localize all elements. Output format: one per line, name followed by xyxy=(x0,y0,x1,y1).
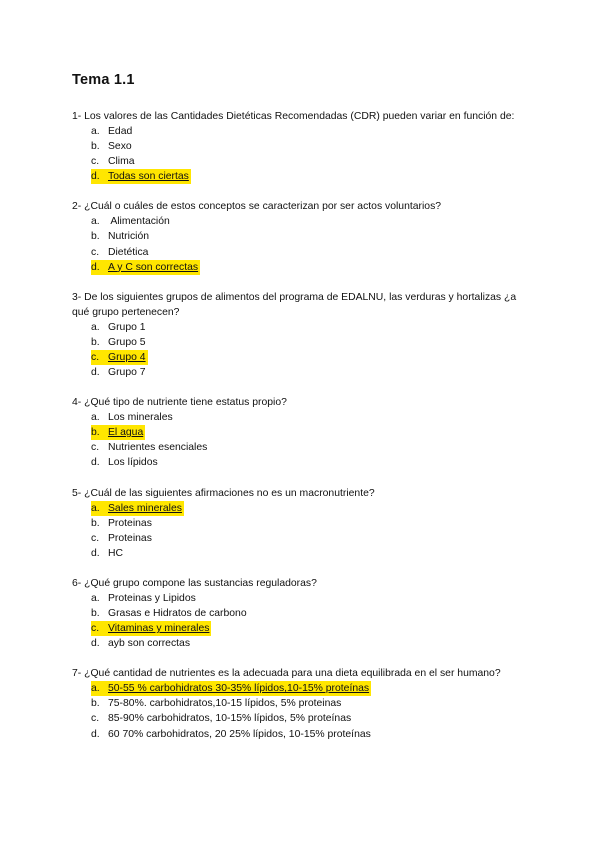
option-letter: a. xyxy=(91,683,100,695)
option-letter: d. xyxy=(91,171,100,183)
option-text: Los lípidos xyxy=(108,457,158,469)
option-letter: b. xyxy=(91,427,100,439)
option-d xyxy=(91,546,530,561)
question-text: 6- ¿Qué grupo compone las sustancias reguladoras? xyxy=(72,577,317,589)
option-letter: c. xyxy=(91,351,100,363)
option-text: Proteinas xyxy=(108,517,152,529)
option-list xyxy=(72,214,530,274)
answer-wrap xyxy=(91,322,146,333)
option-letter: d. xyxy=(91,261,100,273)
option-letter: d. xyxy=(91,728,100,740)
option-letter: c. xyxy=(91,713,100,725)
answer-wrap xyxy=(91,548,123,559)
answer-wrap xyxy=(91,457,158,468)
answer-wrap xyxy=(91,593,196,604)
option-d xyxy=(91,636,530,651)
option-a xyxy=(91,124,530,139)
option-a xyxy=(91,501,530,516)
option-text: Grupo 4 xyxy=(108,351,146,363)
option-c xyxy=(91,711,530,726)
option-list xyxy=(72,320,530,380)
question-list xyxy=(72,109,530,742)
option-text: El agua xyxy=(108,427,144,439)
question-text: 7- ¿Qué cantidad de nutrientes es la adecuada para una dieta equilibrada en el ser humano? xyxy=(72,668,501,680)
question-1 xyxy=(72,109,530,184)
option-text: Clima xyxy=(108,156,135,168)
answer-wrap xyxy=(91,141,132,152)
option-letter: d. xyxy=(91,367,100,379)
question-text: 1- Los valores de las Cantidades Dietéticas Recomendadas (CDR) pueden variar en función de: xyxy=(72,111,515,122)
option-text: 75-80%. carbohidratos,10-15 lípidos, 5% proteinas xyxy=(108,698,342,710)
correct-answer-highlight xyxy=(91,681,371,696)
option-letter: c. xyxy=(91,156,100,168)
answer-wrap xyxy=(91,337,146,348)
option-b xyxy=(91,606,530,621)
option-c xyxy=(91,350,530,365)
option-b xyxy=(91,139,530,154)
answer-wrap xyxy=(91,442,207,453)
answer-wrap xyxy=(91,231,149,242)
option-c xyxy=(91,531,530,546)
option-a xyxy=(91,320,530,335)
question-text: 4- ¿Qué tipo de nutriente tiene estatus propio? xyxy=(72,397,287,409)
answer-wrap xyxy=(91,247,148,258)
option-letter: a. xyxy=(91,592,100,604)
answer-wrap xyxy=(91,126,132,137)
answer-wrap xyxy=(91,698,341,709)
option-text: Sales minerales xyxy=(108,502,182,514)
answer-wrap xyxy=(91,412,173,423)
answer-wrap xyxy=(91,713,351,724)
option-list xyxy=(72,501,530,561)
option-text: Nutrición xyxy=(108,231,149,243)
answer-wrap xyxy=(91,729,371,740)
option-letter: d. xyxy=(91,547,100,559)
option-c xyxy=(91,154,530,169)
option-d xyxy=(91,169,530,184)
correct-answer-highlight xyxy=(91,169,191,184)
option-letter: b. xyxy=(91,231,100,243)
option-text: Vitaminas y minerales xyxy=(108,623,210,635)
question-6 xyxy=(72,576,530,651)
option-text: Dietética xyxy=(108,246,149,258)
correct-answer-highlight xyxy=(91,350,148,365)
option-text: 50-55 % carbohidratos 30-35% lípidos,10-15% proteínas xyxy=(108,683,370,695)
option-text: Grasas e Hidratos de carbono xyxy=(108,607,247,619)
option-list xyxy=(72,124,530,184)
option-b xyxy=(91,335,530,350)
option-text: Proteinas xyxy=(108,532,152,544)
question-2 xyxy=(72,199,530,274)
question-text: 5- ¿Cuál de las siguientes afirmaciones no es un macronutriente? xyxy=(72,487,375,499)
option-text: Grupo 7 xyxy=(108,367,146,379)
option-letter: b. xyxy=(91,336,100,348)
option-letter: b. xyxy=(91,141,100,153)
question-text: 2- ¿Cuál o cuáles de estos conceptos se caracterizan por ser actos voluntarios? xyxy=(72,201,442,213)
option-letter: c. xyxy=(91,442,100,454)
correct-answer-highlight xyxy=(91,501,184,516)
option-b xyxy=(91,425,530,440)
answer-wrap xyxy=(91,216,170,227)
option-letter: b. xyxy=(91,698,100,710)
answer-wrap xyxy=(91,608,247,619)
question-3 xyxy=(72,290,530,380)
option-letter: b. xyxy=(91,607,100,619)
option-c xyxy=(91,245,530,260)
answer-wrap xyxy=(91,638,190,649)
option-text: Sexo xyxy=(108,141,132,153)
question-5 xyxy=(72,486,530,561)
correct-answer-highlight xyxy=(91,260,200,275)
option-a xyxy=(91,214,530,229)
option-text: 85-90% carbohidratos, 10-15% lípidos, 5% proteínas xyxy=(108,713,352,725)
correct-answer-highlight xyxy=(91,621,211,636)
question-text: 3- De los siguientes grupos de alimentos del programa de EDALNU, las verduras y hortalizas ¿a qué grupo pertenecen? xyxy=(72,291,517,318)
option-text: Grupo 5 xyxy=(108,336,146,348)
question-7 xyxy=(72,666,530,741)
page-title: Tema 1.1 xyxy=(72,72,135,88)
option-letter: d. xyxy=(91,457,100,469)
option-text: Grupo 1 xyxy=(108,321,146,333)
option-letter: c. xyxy=(91,623,100,635)
option-text: Los minerales xyxy=(108,412,173,424)
option-letter: a. xyxy=(91,412,100,424)
option-letter: c. xyxy=(91,532,100,544)
option-text: Proteinas y Lipidos xyxy=(108,592,196,604)
option-text: Edad xyxy=(108,126,133,137)
option-letter: a. xyxy=(91,126,100,137)
option-d xyxy=(91,727,530,742)
option-list xyxy=(72,591,530,651)
option-a xyxy=(91,681,530,696)
answer-wrap xyxy=(91,533,152,544)
option-letter: a. xyxy=(91,321,100,333)
correct-answer-highlight xyxy=(91,425,145,440)
answer-wrap xyxy=(91,156,135,167)
option-letter: d. xyxy=(91,638,100,650)
answer-wrap xyxy=(91,367,146,378)
option-text: 60 70% carbohidratos, 20 25% lípidos, 10-15% proteínas xyxy=(108,728,371,740)
option-letter: a. xyxy=(91,216,100,228)
option-c xyxy=(91,621,530,636)
option-letter: b. xyxy=(91,517,100,529)
option-list xyxy=(72,410,530,470)
option-a xyxy=(91,410,530,425)
question-4 xyxy=(72,395,530,470)
option-text: Nutrientes esenciales xyxy=(108,442,208,454)
option-d xyxy=(91,455,530,470)
option-letter: a. xyxy=(91,502,100,514)
option-b xyxy=(91,229,530,244)
option-text: HC xyxy=(108,547,124,559)
answer-wrap xyxy=(91,518,152,529)
option-c xyxy=(91,440,530,455)
option-letter: c. xyxy=(91,246,100,258)
option-text: Todas son ciertas xyxy=(108,171,189,183)
option-a xyxy=(91,591,530,606)
option-b xyxy=(91,516,530,531)
option-text: Alimentación xyxy=(108,216,170,228)
option-text: ayb son correctas xyxy=(108,638,191,650)
option-b xyxy=(91,696,530,711)
option-text: A y C son correctas xyxy=(108,261,199,273)
option-d xyxy=(91,365,530,380)
option-list xyxy=(72,681,530,741)
option-d xyxy=(91,260,530,275)
